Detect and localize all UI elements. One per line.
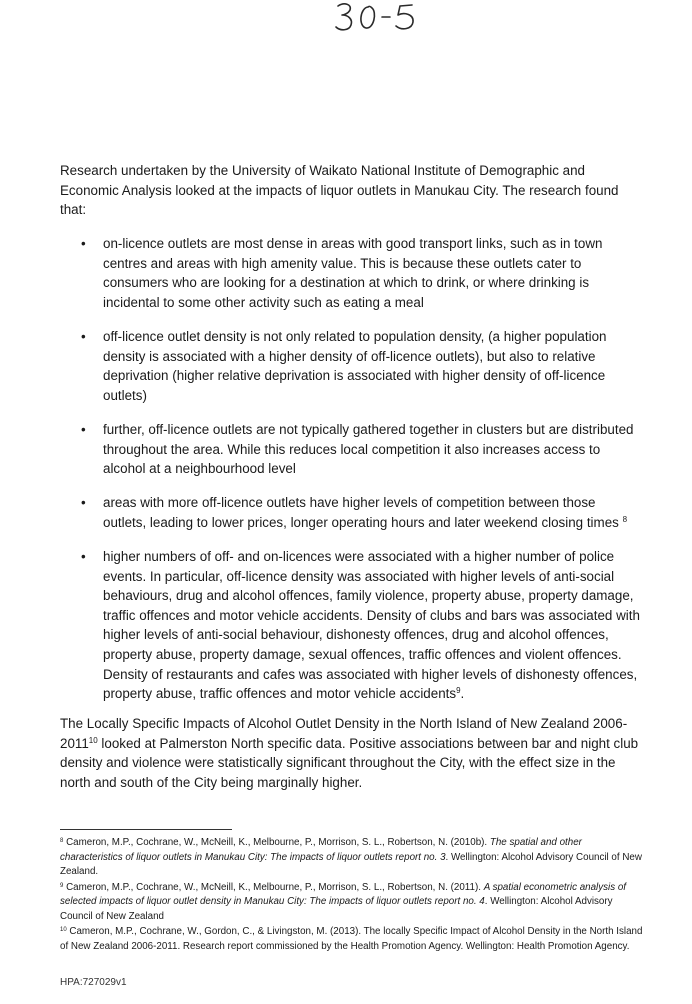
footnote-9: $^9$ Cameron, M.P., Cochrane, W., McNeill, K., Melbourne, P., Morrison, S. L., Robertson, N. (2011). A spatial econometric analysis of selected impacts of liquor outlet density in Manukau City: The impacts of liquor outlets report no. 4. Wellington: Alcohol Advisory Council of New Zealand bbox=[60, 881, 626, 922]
intro-paragraph: Research undertaken by the University of Waikato National Institute of Demographic and Economic Analysis looked at the impacts of liquor outlets in Manukau City. The research found that: bbox=[60, 163, 619, 218]
footnote-ref: 9 bbox=[456, 686, 461, 696]
bullet-icon: • bbox=[81, 495, 86, 511]
document-id: HPA:727029v1 bbox=[60, 977, 127, 988]
bullet-icon: • bbox=[81, 328, 86, 344]
list-item: • off-licence outlet density is not only related to population density, (a higher population density is associated with a higher density of off-licence outlets), but also to relative deprivation (higher relative deprivation is associated with higher density of off-licence outlets) bbox=[81, 328, 607, 403]
list-item: • further, off-licence outlets are not typically gathered together in clusters but are distributed throughout the area. While this reduces local competition it also increases access to alcohol at a neighbourhood level bbox=[81, 421, 634, 477]
handwritten-page-mark bbox=[330, 0, 430, 34]
footnote-ref: 8 bbox=[622, 514, 628, 524]
bullet-icon: • bbox=[81, 549, 86, 565]
bullet-icon: • bbox=[81, 421, 86, 437]
footnote-ref: 10 bbox=[88, 735, 98, 745]
bullet-icon: • bbox=[81, 236, 86, 251]
list-item: • areas with more off-licence outlets have higher levels of competition between those outlets, leading to lower prices, longer operating hours and later weekend closing times $^8$ bbox=[81, 495, 628, 530]
footnote-8: $^8$ Cameron, M.P., Cochrane, W., McNeill, K., Melbourne, P., Morrison, S. L., Robertson, N. (2010b). The spatial and other characteristics of liquor outlets in Manukau City: The impacts of liquor outlets report no. 3. Wellington: Alcohol Advisory Council of New Zealand. bbox=[60, 837, 642, 877]
footnote-10: $^{10}$ Cameron, M.P., Cochrane, W., Gordon, C., & Livingston, M. (2013). The locally Specific Impact of Alcohol Density in the North Island of New Zealand 2006-2011. Research report commissioned by the Health Promotion Agency. Wellington: Health Promotion Agency. bbox=[60, 926, 643, 952]
footnotes bbox=[60, 836, 644, 955]
list-item: • higher numbers of off- and on-licences were associated with a higher number of police events. In particular, off-licence density was associated with higher levels of anti-social behaviours, drug and alcohol offences, family violence, property abuse, property damage, traffic offences and motor vehicle accidents. Density of clubs and bars was associated with higher levels of anti-social behaviour, dishonesty offences, drug and alcohol offences, property abuse, property damage, sexual offences, traffic offences and violent offences. Density of restaurants and cafes was associated with higher levels of dishonesty offences, property abuse, traffic offences and motor vehicle accidents$^9$. bbox=[81, 549, 640, 702]
list-item: • on-licence outlets are most dense in areas with good transport links, such as in town centres and areas with high amenity value. This is because these outlets cater to consumers who are looking for a destination at which to drink, or where drinking is incidental to some other activity such as eating a meal bbox=[81, 236, 603, 310]
footnote-divider bbox=[60, 829, 232, 830]
closing-paragraph: The Locally Specific Impacts of Alcohol Outlet Density in the North Island of New Zealand 2006-2011$^{10}$ looked at Palmerston North specific data. Positive associations between bar and night club density and violence were statistically significant throughout the City, with the effect size in the north and south of the City being marginally higher. bbox=[60, 716, 639, 790]
findings-list bbox=[60, 234, 640, 718]
